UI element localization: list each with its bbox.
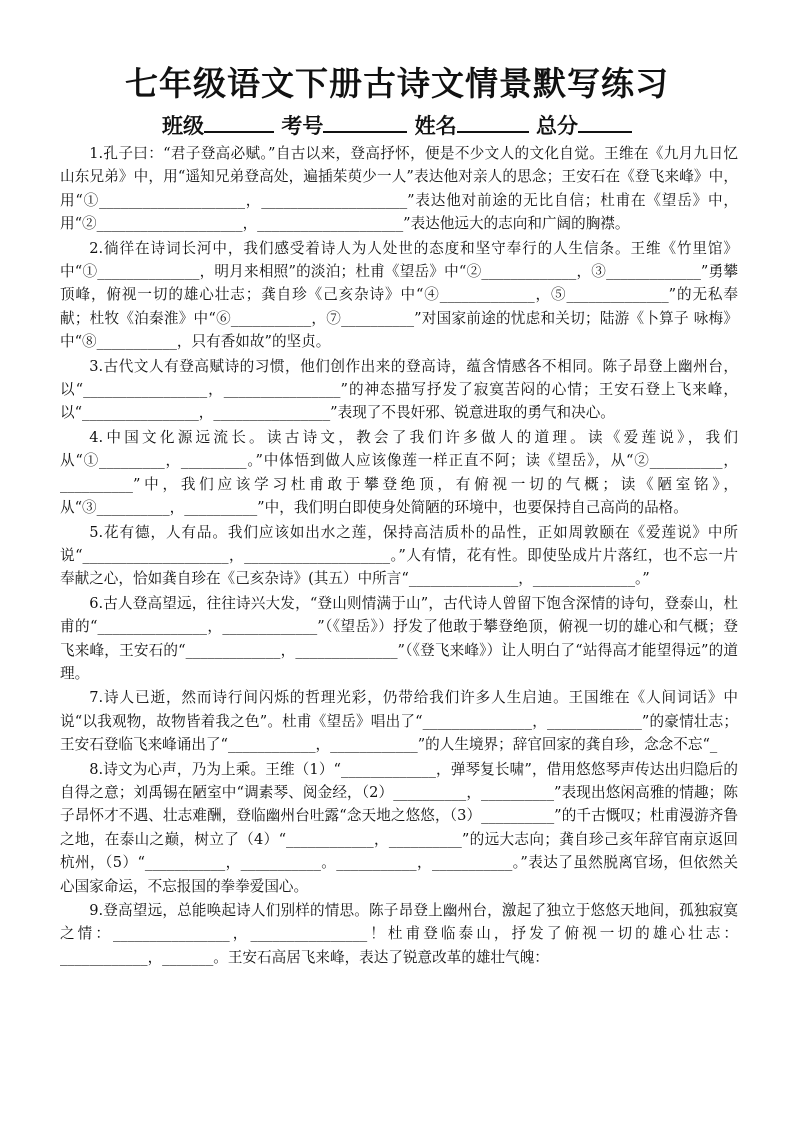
question-2: 2.徜徉在诗词长河中，我们感受着诗人为人处世的态度和坚守奉行的人生信条。王维《竹里馆》中“①______________，明月来相照”的淡泊；杜甫《望岳》中“②_____________，③_____________”勇攀顶峰，俯视一切的雄心壮志；龚自珍《己亥杂诗》中“④_____________，⑤______________”的无私奉献；杜牧《泊秦淮》中“⑥___________，⑦__________”对国家前途的忧虑和关切；陆游《卜算子 咏梅》中“⑧___________，只有香如故”的坚贞。 [60,239,738,351]
student-info-line [0,110,794,140]
exam-number-label: 考号 [281,114,324,138]
question-8: 8.诗文为心声，乃为上乘。王维（1）“_____________，弹琴复长啸”，借用悠悠琴声传达出归隐后的自得之意；刘禹锡在陋室中“调素琴、阅金经，（2）__________，__________”表现出悠闲高雅的情趣；陈子昂怀才不遇、壮志难酬，登临幽州台吐露“念天地之悠悠，（3）__________”的千古慨叹；杜甫漫游齐鲁之地，在泰山之巅，树立了（4）“____________，__________”的远大志向；龚自珍己亥年辞官南京返回杭州，（5）“___________，___________。___________，___________。”表达了虽然脱离官场，但依然关心国家命运，不忘报国的拳拳爱国心。 [60,760,738,895]
question-5: 5.花有德，人有品。我们应该如出水之莲，保持高洁质朴的品性，正如周敦颐在《爱莲说》中所说“____________________，____________________。”人有情，花有性。即使坠成片片落红，也不忘一片奉献之心，恰如龚自珍在《己亥杂诗》(其五）中所言“_______________，______________。” [60,523,738,588]
question-4: 4.中国文化源远流长。读古诗文，教会了我们许多做人的道理。读《爱莲说》，我们从“①_________，_________。”中体悟到做人应该像莲一样正直不阿；读《望岳》，从“②__________，__________”中，我们应该学习杜甫敢于攀登绝顶，有俯视一切的气概；读《陋室铭》，从“③__________，__________”中，我们明白即使身处简陋的环境中，也要保持自己高尚的品格。 [60,428,738,517]
score-field[interactable] [578,113,632,133]
question-6: 6.古人登高望远，往往诗兴大发，“登山则情满于山”，古代诗人曾留下饱含深情的诗句，登泰山，杜甫的“_______________，_____________”（《望岳》）抒发了他敢于攀登绝顶，俯视一切的雄心和气概；登飞来峰，王安石的“_____________，______________”（《登飞来峰》）让人明白了“站得高才能望得远”的道理。 [60,594,738,682]
class-field[interactable] [204,113,274,133]
class-label: 班级 [162,114,205,138]
question-list [60,142,738,969]
exam-number-field[interactable] [323,113,407,133]
question-1: 1.孔子曰：“君子登高必赋。”自古以来，登高抒怀，便是不少文人的文化自觉。王维在《九月九日忆山东兄弟》中，用“遥知兄弟登高处，遍插茱萸少一人”表达他对亲人的思念；王安石在《登飞来峰》中，用“①____________________，____________________”表达他对前途的无比自信；杜甫在《望岳》中，用“②____________________，____________________”表达他远大的志向和广阔的胸襟。 [60,145,738,233]
score-label: 总分 [535,114,578,138]
question-9: 9.登高望远，总能唤起诗人们别样的情思。陈子昂登上幽州台，激起了独立于悠悠天地间，孤独寂寞之情：________________，________________！杜甫登临泰山，抒发了俯视一切的雄心壮志： ____________，_______。王安石高居飞来峰，表达了锐意改革的雄壮气魄： [60,902,738,966]
page-title: 七年级语文下册古诗文情景默写练习 [125,64,669,103]
question-3: 3.古代文人有登高赋诗的习惯，他们创作出来的登高诗，蕴含情感各不相同。陈子昂登上幽州台，以“_________________，________________”的神态描写抒发了寂寞苦闷的心情；王安石登上飞来峰，以“________________，________________”表现了不畏奸邪、锐意进取的勇气和决心。 [60,357,738,422]
question-7: 7.诗人已逝，然而诗行间闪烁的哲理光彩，仍带给我们许多人生启迪。王国维在《人间词话》中说“以我观物，故物皆着我之色”。杜甫《望岳》唱出了“_______________，_____________”的豪情壮志；王安石登临飞来峰诵出了“____________，____________”的人生境界；辞官回家的龚自珍，念念不忘“_ [60,689,738,754]
name-label: 姓名 [414,114,457,138]
name-field[interactable] [457,113,529,133]
